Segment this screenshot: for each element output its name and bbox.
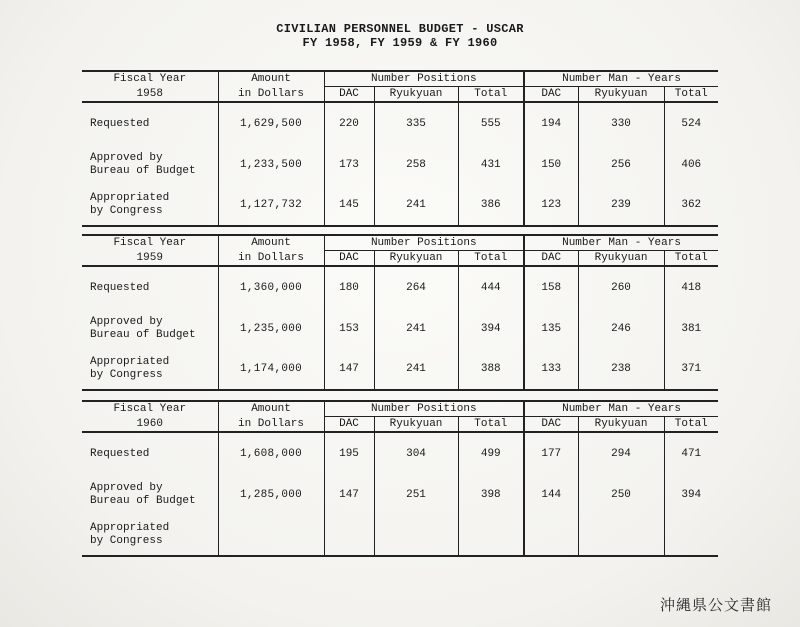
pos-total-cell: 394 xyxy=(458,309,524,349)
pos-dac-cell: 145 xyxy=(324,185,374,226)
my-total-header: Total xyxy=(664,251,718,267)
amount-cell xyxy=(218,515,324,556)
approved-line-2: Bureau of Budget xyxy=(90,165,196,177)
pos-total-header: Total xyxy=(458,251,524,267)
my-ryukyuan-cell: 238 xyxy=(578,349,664,390)
number-positions-header: Number Positions xyxy=(324,71,524,87)
my-total-cell: 471 xyxy=(664,432,718,475)
pos-total-header: Total xyxy=(458,87,524,103)
appropriated-line-2: by Congress xyxy=(90,369,163,381)
my-dac-cell: 133 xyxy=(524,349,578,390)
pos-ryukyuan-cell: 264 xyxy=(374,266,458,309)
approved-line-2: Bureau of Budget xyxy=(90,329,196,341)
pos-ryukyuan-cell: 241 xyxy=(374,185,458,226)
number-positions-header: Number Positions xyxy=(324,235,524,251)
amount-cell: 1,127,732 xyxy=(218,185,324,226)
my-total-header: Total xyxy=(664,87,718,103)
pos-total-cell xyxy=(458,515,524,556)
my-dac-cell: 135 xyxy=(524,309,578,349)
my-total-cell: 524 xyxy=(664,102,718,145)
my-total-cell: 362 xyxy=(664,185,718,226)
table-row-appropriated xyxy=(82,349,718,390)
my-dac-header: DAC xyxy=(524,87,578,103)
pos-dac-header: DAC xyxy=(324,251,374,267)
pos-ryukyuan-cell: 304 xyxy=(374,432,458,475)
fiscal-year-value: 1960 xyxy=(82,417,218,433)
table-row-requested xyxy=(82,102,718,145)
pos-ryukyuan-cell: 241 xyxy=(374,349,458,390)
my-ryukyuan-header: Ryukyuan xyxy=(578,87,664,103)
amount-cell: 1,174,000 xyxy=(218,349,324,390)
my-dac-header: DAC xyxy=(524,417,578,433)
pos-total-cell: 388 xyxy=(458,349,524,390)
my-dac-header: DAC xyxy=(524,251,578,267)
approved-line-2: Bureau of Budget xyxy=(90,495,196,507)
row-label-approved xyxy=(82,145,218,185)
my-total-cell: 418 xyxy=(664,266,718,309)
row-label-approved xyxy=(82,475,218,515)
pos-total-cell: 386 xyxy=(458,185,524,226)
my-dac-cell: 158 xyxy=(524,266,578,309)
fiscal-year-label: Fiscal Year xyxy=(82,71,218,87)
appropriated-line-2: by Congress xyxy=(90,205,163,217)
amount-header-line-1: Amount xyxy=(218,71,324,87)
approved-line-1: Approved by xyxy=(90,316,163,328)
my-dac-cell xyxy=(524,515,578,556)
pos-ryukyuan-cell: 335 xyxy=(374,102,458,145)
my-ryukyuan-header: Ryukyuan xyxy=(578,417,664,433)
fiscal-year-value: 1959 xyxy=(82,251,218,267)
amount-cell: 1,235,000 xyxy=(218,309,324,349)
table-row-approved xyxy=(82,309,718,349)
amount-cell: 1,360,000 xyxy=(218,266,324,309)
number-man-years-header: Number Man - Years xyxy=(524,401,718,417)
my-ryukyuan-cell: 239 xyxy=(578,185,664,226)
amount-header-line-2: in Dollars xyxy=(218,417,324,433)
my-dac-cell: 144 xyxy=(524,475,578,515)
budget-table-1958 xyxy=(82,70,718,227)
amount-header-line-2: in Dollars xyxy=(218,251,324,267)
pos-ryukyuan-cell: 251 xyxy=(374,475,458,515)
document-title xyxy=(0,22,800,50)
pos-dac-cell: 180 xyxy=(324,266,374,309)
table-row-approved xyxy=(82,145,718,185)
my-ryukyuan-cell: 294 xyxy=(578,432,664,475)
pos-ryukyuan-header: Ryukyuan xyxy=(374,417,458,433)
amount-cell: 1,608,000 xyxy=(218,432,324,475)
title-line-1: CIVILIAN PERSONNEL BUDGET - USCAR xyxy=(276,22,524,36)
row-label-requested: Requested xyxy=(90,117,150,130)
pos-dac-header: DAC xyxy=(324,417,374,433)
pos-total-cell: 398 xyxy=(458,475,524,515)
pos-ryukyuan-cell: 241 xyxy=(374,309,458,349)
my-ryukyuan-header: Ryukyuan xyxy=(578,251,664,267)
row-label-approved xyxy=(82,309,218,349)
row-label-requested: Requested xyxy=(90,281,150,294)
table-row-appropriated xyxy=(82,515,718,556)
my-total-cell: 381 xyxy=(664,309,718,349)
amount-cell: 1,233,500 xyxy=(218,145,324,185)
pos-total-header: Total xyxy=(458,417,524,433)
number-man-years-header: Number Man - Years xyxy=(524,71,718,87)
appropriated-line-1: Appropriated xyxy=(90,522,170,534)
my-dac-cell: 177 xyxy=(524,432,578,475)
my-ryukyuan-cell: 260 xyxy=(578,266,664,309)
my-dac-cell: 194 xyxy=(524,102,578,145)
my-ryukyuan-cell: 246 xyxy=(578,309,664,349)
pos-ryukyuan-cell: 258 xyxy=(374,145,458,185)
amount-cell: 1,629,500 xyxy=(218,102,324,145)
my-total-cell: 406 xyxy=(664,145,718,185)
table-row-approved xyxy=(82,475,718,515)
pos-dac-cell: 195 xyxy=(324,432,374,475)
row-label-requested: Requested xyxy=(90,447,150,460)
appropriated-line-1: Appropriated xyxy=(90,356,170,368)
pos-dac-cell: 220 xyxy=(324,102,374,145)
title-line-2: FY 1958, FY 1959 & FY 1960 xyxy=(302,36,498,50)
row-label-appropriated xyxy=(82,185,218,226)
pos-total-cell: 555 xyxy=(458,102,524,145)
my-dac-cell: 123 xyxy=(524,185,578,226)
budget-table-1959 xyxy=(82,234,718,391)
approved-line-1: Approved by xyxy=(90,152,163,164)
pos-dac-cell: 147 xyxy=(324,475,374,515)
pos-dac-cell: 153 xyxy=(324,309,374,349)
pos-ryukyuan-header: Ryukyuan xyxy=(374,87,458,103)
my-ryukyuan-cell: 256 xyxy=(578,145,664,185)
row-label-appropriated xyxy=(82,515,218,556)
my-total-cell: 394 xyxy=(664,475,718,515)
my-dac-cell: 150 xyxy=(524,145,578,185)
pos-dac-cell: 147 xyxy=(324,349,374,390)
my-ryukyuan-cell xyxy=(578,515,664,556)
my-total-cell: 371 xyxy=(664,349,718,390)
pos-total-cell: 444 xyxy=(458,266,524,309)
number-positions-header: Number Positions xyxy=(324,401,524,417)
table-row-requested xyxy=(82,266,718,309)
pos-ryukyuan-header: Ryukyuan xyxy=(374,251,458,267)
pos-total-cell: 499 xyxy=(458,432,524,475)
appropriated-line-1: Appropriated xyxy=(90,192,170,204)
my-ryukyuan-cell: 330 xyxy=(578,102,664,145)
amount-header-line-2: in Dollars xyxy=(218,87,324,103)
table-row-requested xyxy=(82,432,718,475)
my-total-cell xyxy=(664,515,718,556)
approved-line-1: Approved by xyxy=(90,482,163,494)
amount-cell: 1,285,000 xyxy=(218,475,324,515)
fiscal-year-value: 1958 xyxy=(82,87,218,103)
amount-header-line-1: Amount xyxy=(218,235,324,251)
amount-header-line-1: Amount xyxy=(218,401,324,417)
pos-total-cell: 431 xyxy=(458,145,524,185)
pos-ryukyuan-cell xyxy=(374,515,458,556)
pos-dac-cell: 173 xyxy=(324,145,374,185)
number-man-years-header: Number Man - Years xyxy=(524,235,718,251)
appropriated-line-2: by Congress xyxy=(90,535,163,547)
row-label-appropriated xyxy=(82,349,218,390)
budget-table-1960 xyxy=(82,400,718,557)
fiscal-year-label: Fiscal Year xyxy=(82,401,218,417)
pos-dac-cell xyxy=(324,515,374,556)
pos-dac-header: DAC xyxy=(324,87,374,103)
my-total-header: Total xyxy=(664,417,718,433)
my-ryukyuan-cell: 250 xyxy=(578,475,664,515)
archive-watermark: 沖縄県公文書館 xyxy=(659,596,772,614)
fiscal-year-label: Fiscal Year xyxy=(82,235,218,251)
table-row-appropriated xyxy=(82,185,718,226)
